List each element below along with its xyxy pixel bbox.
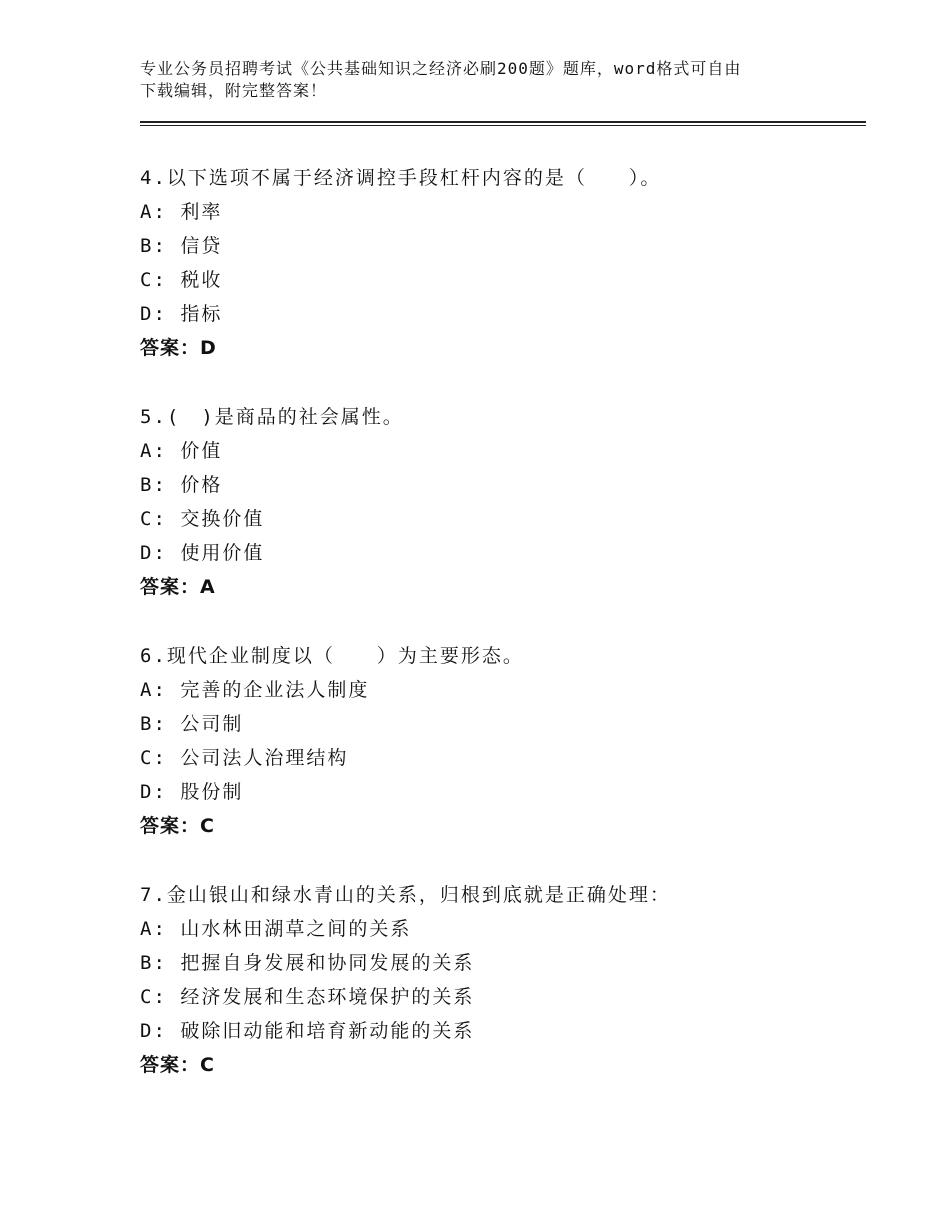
option-c: C: 公司法人治理结构: [140, 747, 349, 769]
question-6: [140, 639, 860, 843]
question-stem: 6.现代企业制度以（ ）为主要形态。: [140, 645, 524, 667]
header-divider: [140, 121, 866, 126]
option-b: B: 信贷: [140, 235, 223, 257]
answer-label: 答案：C: [140, 1054, 215, 1076]
header-line-2: 下载编辑，附完整答案！: [140, 81, 328, 100]
option-d: D: 使用价值: [140, 542, 265, 564]
question-5: [140, 400, 860, 604]
question-4: [140, 161, 860, 365]
option-b: B: 价格: [140, 474, 223, 496]
option-a: A: 价值: [140, 440, 223, 462]
option-c: C: 交换价值: [140, 508, 265, 530]
option-a: A: 利率: [140, 201, 223, 223]
option-b: B: 把握自身发展和协同发展的关系: [140, 952, 475, 974]
option-a: A: 完善的企业法人制度: [140, 679, 370, 701]
question-stem: 5.( )是商品的社会属性。: [140, 406, 404, 428]
header-line-1: 专业公务员招聘考试《公共基础知识之经济必刷200题》题库，word格式可自由: [140, 59, 742, 78]
question-stem: 4.以下选项不属于经济调控手段杠杆内容的是（ ）。: [140, 167, 662, 189]
option-c: C: 税收: [140, 269, 223, 291]
question-7: [140, 878, 860, 1082]
answer-label: 答案：A: [140, 576, 216, 598]
option-a: A: 山水林田湖草之间的关系: [140, 918, 412, 940]
answer-label: 答案：C: [140, 815, 215, 837]
answer-label: 答案：D: [140, 337, 217, 359]
document-header: [140, 58, 820, 102]
question-stem: 7.金山银山和绿水青山的关系，归根到底就是正确处理：: [140, 884, 671, 906]
option-d: D: 破除旧动能和培育新动能的关系: [140, 1020, 475, 1042]
option-d: D: 股份制: [140, 781, 244, 803]
option-b: B: 公司制: [140, 713, 244, 735]
option-c: C: 经济发展和生态环境保护的关系: [140, 986, 475, 1008]
option-d: D: 指标: [140, 303, 223, 325]
